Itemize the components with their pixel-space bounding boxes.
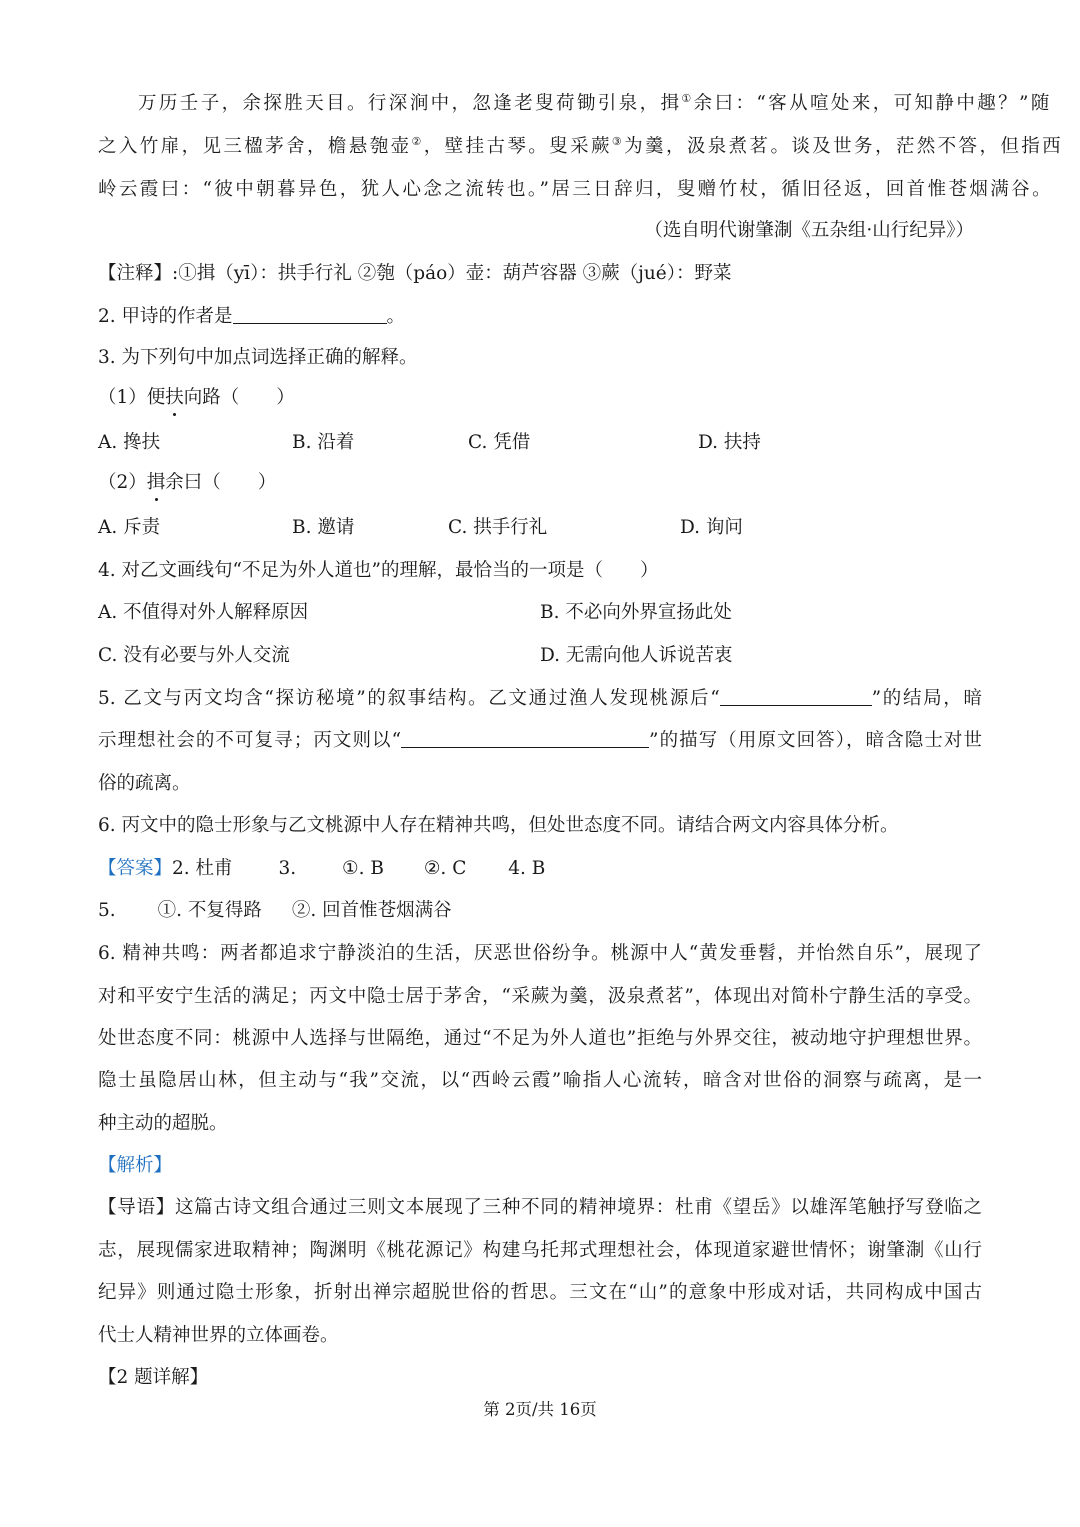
q4-option-a: A. 不值得对外人解释原因 <box>98 602 309 623</box>
question-4: 4. 对乙文画线句“不足为外人道也”的理解，最恰当的一项是（ ） <box>98 560 659 581</box>
q3-1-option-c: C. 凭借 <box>468 432 531 453</box>
q3-2-option-d: D. 询问 <box>680 517 743 538</box>
page-footer: 第 2页/共 16页 <box>483 1400 597 1419</box>
passage-line-1: 万历壬子，余探胜天目。行深涧中，忽逢老叟荷锄引泉，揖①余曰：“客从喧处来，可知静中趣？”随 <box>138 92 1052 114</box>
question-5-line-3: 俗的疏离。 <box>98 773 191 794</box>
passage-source: （选自明代谢肇淛《五杂组·山行纪异》） <box>644 220 974 241</box>
answer-line-2: 5. ①. 不复得路 ②. 回首惟苍烟满谷 <box>98 900 452 921</box>
answer-6-line-3: 处世态度不同：桃源中人选择与世隔绝，通过“不足为外人道也”拒绝与外界交往，被动地守护理想世界。 <box>98 1028 982 1049</box>
passage-line-2: 之入竹扉，见三楹茅舍，檐悬匏壶②，壁挂古琴。叟采蕨③为羹，汲泉煮茗。谈及世务，茫然不答，但指西 <box>98 135 1064 157</box>
question-6: 6. 丙文中的隐士形象与乙文桃源中人存在精神共鸣，但处世态度不同。请结合两文内容具体分析。 <box>98 815 899 836</box>
answer-blank <box>233 323 387 324</box>
answer-6-line-1: 6. 精神共鸣：两者都追求宁静淡泊的生活，厌恶世俗纷争。桃源中人“黄发垂髫，并怡然自乐”，展现了 <box>98 943 982 964</box>
question-2: 2. 甲诗的作者是 。 <box>98 306 406 327</box>
q4-option-c: C. 没有必要与外人交流 <box>98 645 290 666</box>
analysis-label: 【解析】 <box>98 1155 173 1176</box>
question-3: 3. 为下列句中加点词选择正确的解释。 <box>98 347 418 368</box>
passage-line-3: 岭云霞曰：“彼中朝暮异色，犹人心念之流转也。”居三日辞归，叟赠竹杖，循旧径返，回首惟苍烟满谷。 <box>98 179 1053 200</box>
question-5-line-2: 示理想社会的不可复寻；丙文则以“ ”的描写（用原文回答），暗含隐士对世 <box>98 730 982 751</box>
answer-6-line-4: 隐士虽隐居山林，但主动与“我”交流，以“西岭云霞”喻指人心流转，暗含对世俗的洞察与疏离，是一 <box>98 1070 982 1091</box>
answer-blank <box>720 705 872 706</box>
q4-option-d: D. 无需向他人诉说苦衷 <box>540 645 733 666</box>
annotation-line: 【注释】:①揖（yī）：拱手行礼 ②匏（páo）壶：葫芦容器 ③蕨（jué）：野菜 <box>98 263 732 284</box>
intro-line-4: 代士人精神世界的立体画卷。 <box>98 1325 339 1346</box>
answer-6-line-2: 对和平安宁生活的满足；丙文中隐士居于茅舍，“采蕨为羹，汲泉煮茗”，体现出对简朴宁静生活的享受。 <box>98 986 982 1007</box>
answer-label: 【答案】 <box>98 858 173 879</box>
intro-line-1: 【导语】这篇古诗文组合通过三则文本展现了三种不同的精神境界：杜甫《望岳》以雄浑笔触抒写登临之 <box>98 1197 982 1218</box>
intro-line-3: 纪异》则通过隐士形象，折射出禅宗超脱世俗的哲思。三文在“山”的意象中形成对话，共同构成中国古 <box>98 1282 982 1303</box>
question-5-line-1: 5. 乙文与丙文均含“探访秘境”的叙事结构。乙文通过渔人发现桃源后“ ”的结局，暗 <box>98 688 982 709</box>
question-3-2: （2）揖余曰（ ） <box>98 472 277 493</box>
answer-line-1: 【答案】2. 杜甫 3. ①. B ②. C 4. B <box>98 858 546 879</box>
detail-heading: 【2 题详解】 <box>98 1367 209 1388</box>
question-3-1: （1）便扶向路（ ） <box>98 387 295 408</box>
q3-2-option-a: A. 斥责 <box>98 517 161 538</box>
q3-1-option-b: B. 沿着 <box>292 432 355 453</box>
q3-1-option-d: D. 扶持 <box>698 432 761 453</box>
answer-blank <box>401 747 649 748</box>
q4-option-b: B. 不必向外界宣扬此处 <box>540 602 732 623</box>
q3-2-option-c: C. 拱手行礼 <box>448 517 548 538</box>
intro-line-2: 志，展现儒家进取精神；陶渊明《桃花源记》构建乌托邦式理想社会，体现道家避世情怀；谢肇淛《山行 <box>98 1240 982 1261</box>
emphasis-dot-char: 揖 <box>146 472 166 493</box>
q3-1-option-a: A. 搀扶 <box>98 432 161 453</box>
answer-6-line-5: 种主动的超脱。 <box>98 1113 228 1134</box>
q3-2-option-b: B. 邀请 <box>292 517 355 538</box>
emphasis-dot-char: 扶 <box>165 387 184 408</box>
